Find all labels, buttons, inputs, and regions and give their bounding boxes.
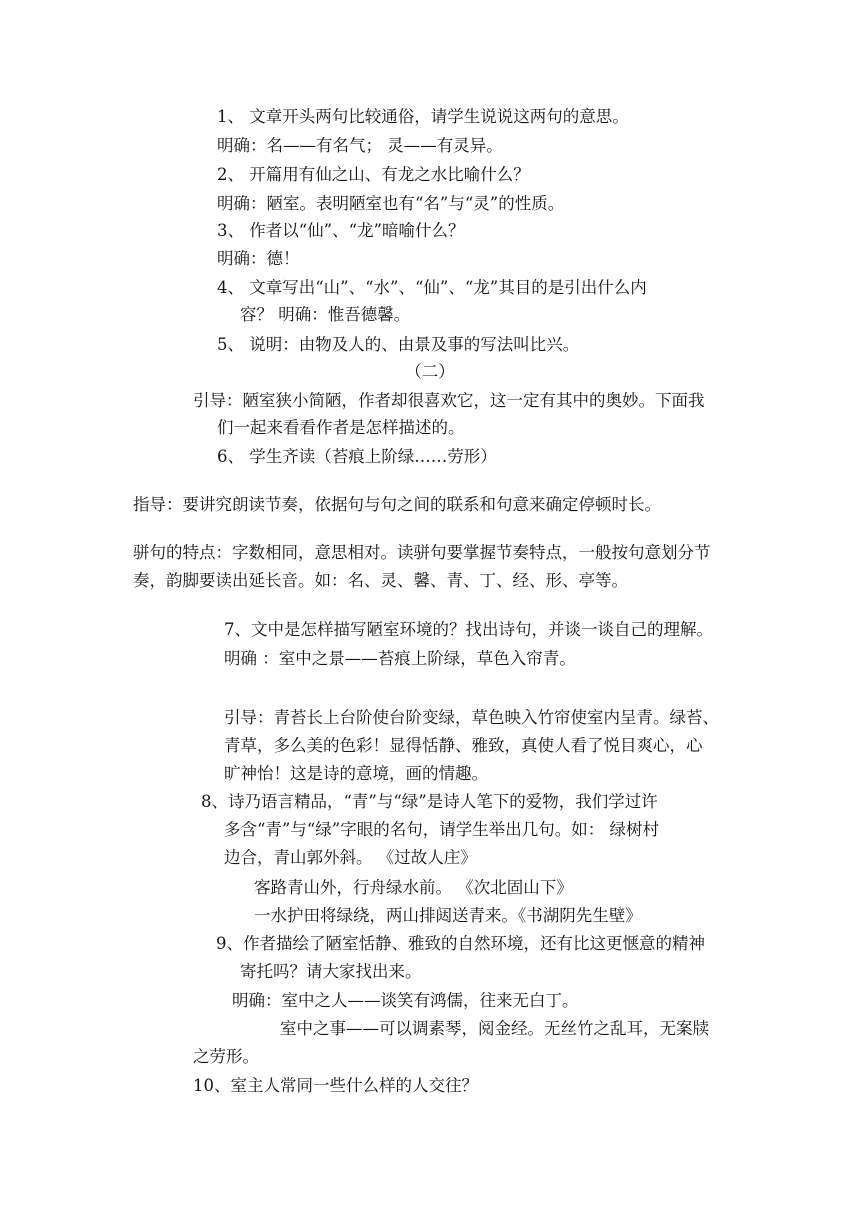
parallel-sentence-note: 骈句的特点：字数相同，意思相对。读骈句要掌握节奏特点，一般按句意划分节 — [133, 543, 711, 562]
question-8: 8、诗乃语言精品，“青”与“绿”是诗人笔下的爱物，我们学过许 — [201, 792, 658, 811]
question-7: 7、文中是怎样描写陋室环境的？找出诗句，并谈一谈自己的理解。 — [224, 620, 713, 639]
parallel-sentence-note-continued: 奏，韵脚要读出延长音。如：名、灵、馨、青、丁、经、形、亭等。 — [133, 571, 628, 590]
question-9: 9、作者描绘了陋室恬静、雅致的自然环境，还有比这更惬意的精神 — [216, 934, 705, 953]
guide-paragraph-7-line-3: 旷神怡！这是诗的意境，画的情趣。 — [224, 764, 488, 783]
answer-7: 明确 ：室中之景——苔痕上阶绿，草色入帘青。 — [224, 649, 576, 668]
poem-example-1: 客路青山外，行舟绿水前。 《次北固山下》 — [254, 878, 573, 897]
guide-paragraph-7-line-2: 青草，多么美的色彩！显得恬静、雅致，真使人看了悦目爽心，心 — [224, 736, 703, 755]
guide-paragraph-7: 引导：青苔长上台阶使台阶变绿，草色映入竹帘使室内呈青。绿苔、 — [224, 708, 719, 727]
answer-9: 明确：室中之人——谈笑有鸿儒，往来无白丁。 — [232, 991, 579, 1010]
item-6: 6、 学生齐读（苔痕上阶绿……劳形） — [217, 447, 497, 466]
question-4-continued: 容？ 明确：惟吾德馨。 — [240, 305, 411, 324]
answer-2: 明确：陋室。表明陋室也有“名”与“灵”的性质。 — [217, 194, 565, 213]
guide-paragraph-continued: 们一起来看看作者是怎样描述的。 — [217, 418, 465, 437]
question-2: 2、 开篇用有仙之山、有龙之水比喻什么？ — [217, 165, 530, 184]
answer-1: 明确：名——有名气； 灵——有灵异。 — [217, 136, 503, 155]
question-1: 1、 文章开头两句比较通俗，请学生说说这两句的意思。 — [217, 107, 629, 126]
question-10: 10、室主人常同一些什么样的人交往？ — [193, 1076, 478, 1095]
poem-example-2: 一水护田将绿绕，两山排闼送青来。《书湖阴先生壁》 — [254, 906, 642, 925]
answer-9-line-3: 之劳形。 — [193, 1047, 259, 1066]
question-8-line-2: 多含“青”与“绿”字眼的名句，请学生举出几句。如： 绿树村 — [224, 820, 659, 839]
guide-paragraph: 引导：陋室狭小简陋，作者却很喜欢它，这一定有其中的奥妙。下面我 — [193, 391, 705, 410]
question-3: 3、 作者以“仙”、“龙”暗喻什么？ — [217, 221, 465, 240]
question-4: 4、 文章写出“山”、“水”、“仙”、“龙”其目的是引出什么内 — [217, 278, 647, 297]
question-9-continued: 寄托吗？请大家找出来。 — [240, 962, 422, 981]
answer-3: 明确：德！ — [217, 249, 300, 268]
question-8-line-3: 边合，青山郭外斜。 《过故人庄》 — [224, 848, 477, 867]
section-heading-2: （二） — [405, 362, 455, 381]
answer-9-line-2: 室中之事——可以调素琴，阅金经。无丝竹之乱耳，无案牍 — [280, 1019, 709, 1038]
guidance-paragraph: 指导：要讲究朗读节奏，依据句与句之间的联系和句意来确定停顿时长。 — [133, 495, 661, 514]
note-5: 5、 说明：由物及人的、由景及事的写法叫比兴。 — [217, 335, 580, 354]
